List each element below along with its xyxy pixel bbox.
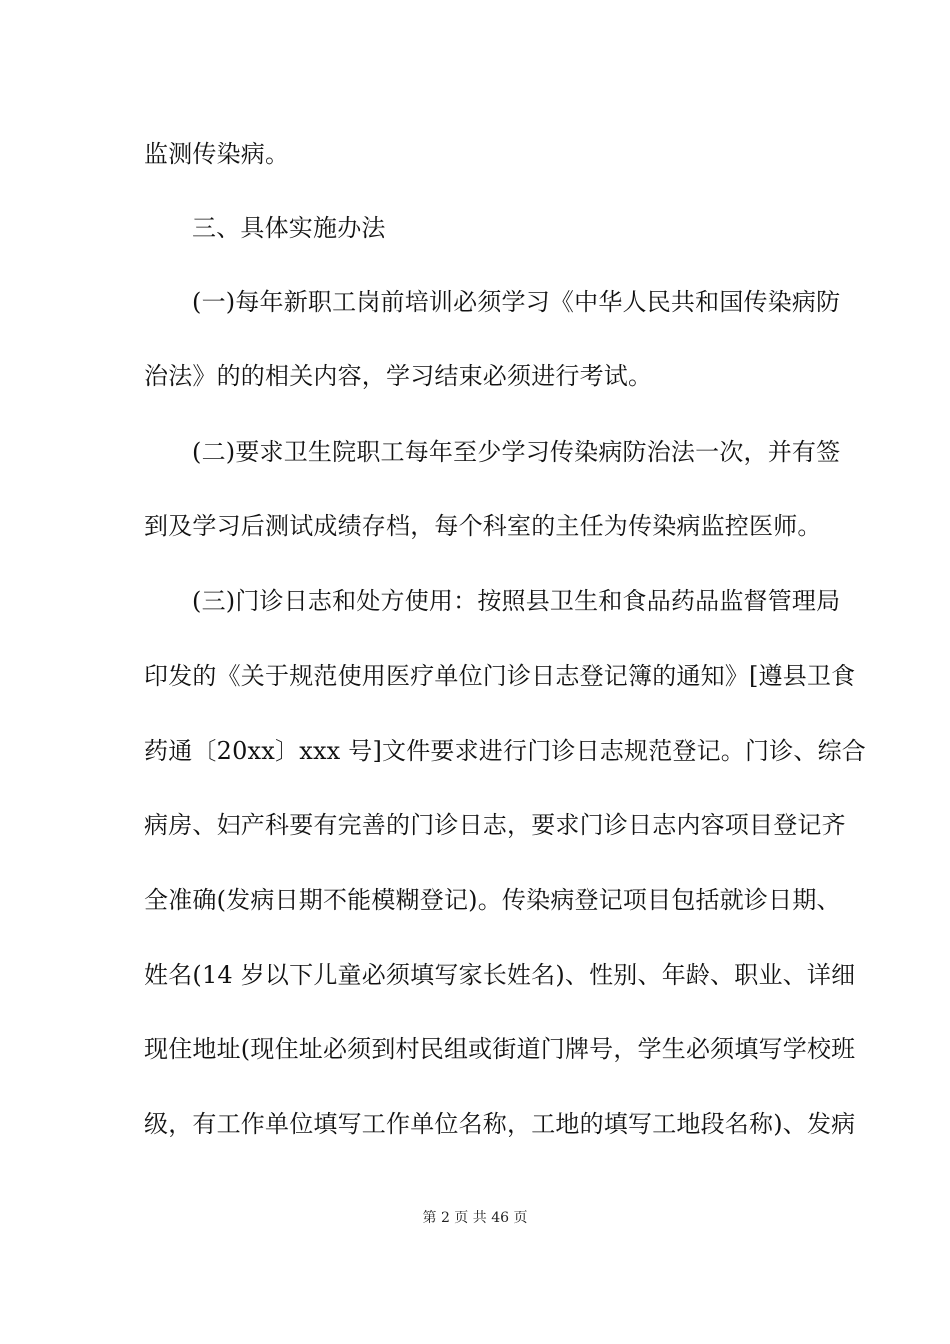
text-line-10: 病房、妇产科要有完善的门诊日志，要求门诊日志内容项目登记齐 (144, 811, 846, 839)
page-footer: 第 2 页 共 46 页 (422, 1210, 528, 1226)
text-line-11: 全准确(发病日期不能模糊登记)。传染病登记项目包括就诊日期、 (144, 886, 841, 914)
text-line-8: 印发的《关于规范使用医疗单位门诊日志登记簿的通知》[遵县卫食 (144, 662, 856, 690)
text-line-5: (二)要求卫生院职工每年至少学习传染病防治法一次，并有签 (192, 438, 841, 466)
text-line-1: 监测传染病。 (144, 140, 290, 168)
text-line-7: (三)门诊日志和处方使用：按照县卫生和食品药品监督管理局 (192, 587, 841, 615)
text-line-12: 姓名(14 岁以下儿童必须填写家长姓名)、性别、年龄、职业、详细 (144, 961, 856, 989)
text-line-14: 级，有工作单位填写工作单位名称，工地的填写工地段名称)、发病 (144, 1110, 856, 1138)
section-heading: 三、具体实施办法 (192, 214, 386, 242)
text-line-4: 治法》的的相关内容，学习结束必须进行考试。 (144, 362, 653, 390)
text-line-13: 现住地址(现住址必须到村民组或街道门牌号，学生必须填写学校班 (144, 1035, 856, 1063)
text-line-6: 到及学习后测试成绩存档，每个科室的主任为传染病监控医师。 (144, 512, 822, 540)
text-line-3: (一)每年新职工岗前培训必须学习《中华人民共和国传染病防 (192, 288, 841, 316)
text-line-9: 药通〔20xx〕xxx 号]文件要求进行门诊日志规范登记。门诊、综合 (144, 737, 867, 765)
